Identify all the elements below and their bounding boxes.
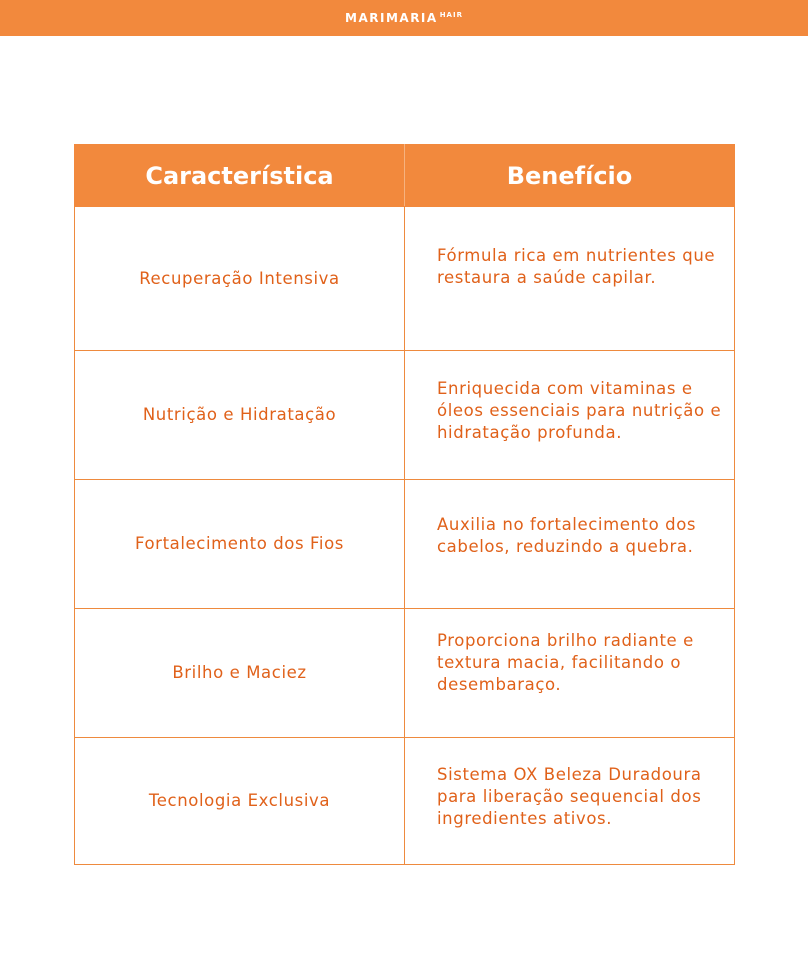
column-header-benefit: Benefício <box>405 145 735 207</box>
benefit-cell <box>405 738 735 865</box>
feature-cell: Brilho e Maciez <box>75 609 405 738</box>
logo-wordmark: MARIMARIA <box>345 11 438 25</box>
benefit-text: Sistema OX Beleza Duradoura para liberação sequencial dos ingredientes ativos. <box>437 765 702 828</box>
benefit-text: Fórmula rica em nutrientes que restaura a saúde capilar. <box>437 245 716 287</box>
benefit-cell <box>405 207 735 351</box>
benefit-cell <box>405 480 735 609</box>
table-header-row <box>75 145 735 207</box>
table-row <box>75 480 735 609</box>
table-row <box>75 351 735 480</box>
benefit-text: Auxilia no fortalecimento dos cabelos, reduzindo a quebra. <box>437 515 697 556</box>
benefit-cell <box>405 351 735 480</box>
table-row <box>75 207 735 351</box>
benefit-text: Proporciona brilho radiante e textura macia, facilitando o desembaraço. <box>437 631 694 694</box>
feature-cell: Fortalecimento dos Fios <box>75 480 405 609</box>
logo-superscript: HAIR <box>439 11 463 19</box>
benefit-text: Enriquecida com vitaminas e óleos essenciais para nutrição e hidratação profunda. <box>437 379 722 442</box>
top-bar <box>0 0 808 36</box>
feature-cell: Nutrição e Hidratação <box>75 351 405 480</box>
table-row <box>75 609 735 738</box>
benefit-cell <box>405 609 735 738</box>
feature-cell: Tecnologia Exclusiva <box>75 738 405 865</box>
feature-cell: Recuperação Intensiva <box>75 207 405 351</box>
table-row <box>75 738 735 865</box>
brand-logo <box>345 11 463 25</box>
features-benefits-table <box>74 144 735 865</box>
column-header-feature: Característica <box>75 145 405 207</box>
